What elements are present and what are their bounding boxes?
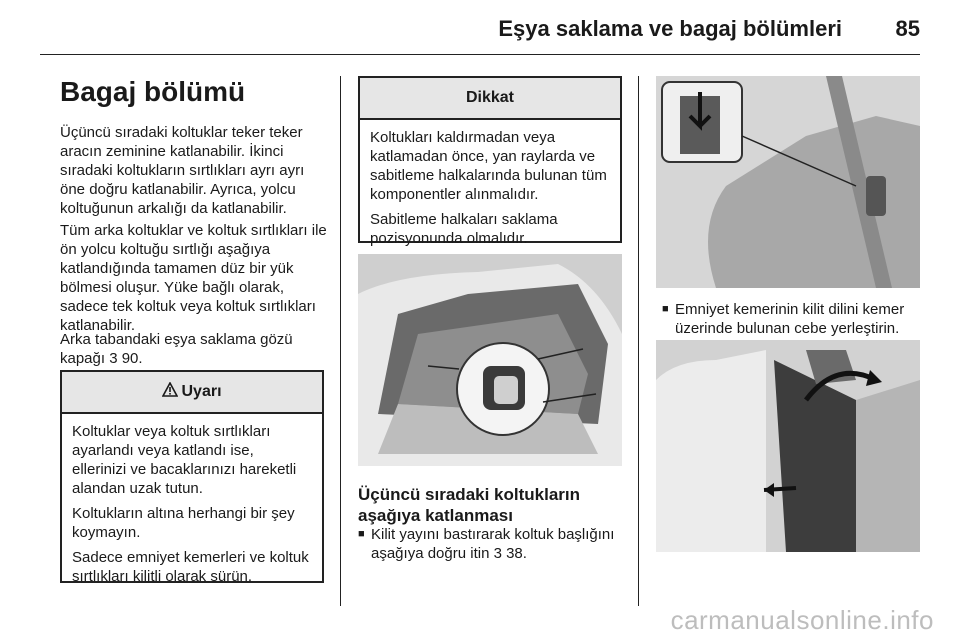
warning-text-1: Koltuklar veya koltuk sırtlıkları ayarlandı veya katlandı ise, ellerinizi ve bacaklarınızı hareketli alandan uzak tutun. <box>72 423 297 497</box>
warning-text-3: Sadece emniyet kemerleri ve koltuk sırtlıkları kilitli olarak sürün. <box>72 549 309 585</box>
trunk-rail-photo <box>358 254 622 466</box>
storage-ref-paragraph: Arka tabandaki eşya saklama gözü kapağı 3 90. <box>60 331 293 367</box>
section-title: Bagaj bölümü <box>60 76 246 107</box>
bullet-square-icon: ■ <box>662 303 669 315</box>
headrest-step <box>358 525 620 563</box>
warning-header <box>62 372 322 414</box>
page-number: 85 <box>895 16 920 41</box>
flat-load-paragraph: Tüm arka koltuklar ve koltuk sırtlıkları ile ön yolcu koltuğu sırtlığı aşağıya katlandığında tamamen düz bir yük bölmesi oluşur. Yüke bağlı olarak, sadece tek koltuk veya koltuk sırtlıkları katlanabilir. <box>60 222 327 334</box>
seat-fold-photo <box>656 340 920 552</box>
fold-third-row-heading: Üçüncü sıradaki koltukların aşağıya katlanması <box>358 485 581 525</box>
caution-box <box>358 76 622 247</box>
seatbelt-photo <box>656 76 920 288</box>
belt-tongue-step-text: Emniyet kemerinin kilit dilini kemer üzerinde bulunan cebe yerleştirin. <box>675 301 905 337</box>
headrest-step-text: Kilit yayını bastırarak koltuk başlığını aşağıya doğru itin 3 38. <box>371 526 615 562</box>
warning-triangle-icon <box>162 382 178 402</box>
warning-box <box>60 370 324 583</box>
warning-title: Uyarı <box>181 383 222 400</box>
bullet-square-icon: ■ <box>358 528 365 540</box>
caution-text-2: Sabitleme halkaları saklama pozisyonunda olmalıdır. <box>370 211 558 247</box>
belt-tongue-step <box>662 300 924 338</box>
column-divider-right <box>638 76 639 606</box>
column-divider-left <box>340 76 341 606</box>
header-divider <box>40 54 920 55</box>
watermark-text: carmanualsonline.info <box>670 605 934 635</box>
warning-text-2: Koltukların altına herhangi bir şey koymayın. <box>72 505 295 541</box>
caution-text-1: Koltukları kaldırmadan veya katlamadan önce, yan raylarda ve sabitleme halkalarında bulunan tüm komponentler alınmalıdır. <box>370 129 607 203</box>
running-header-title: Eşya saklama ve bagaj bölümleri <box>498 16 842 41</box>
caution-header: Dikkat <box>360 78 620 120</box>
intro-paragraph: Üçüncü sıradaki koltuklar teker teker aracın zeminine katlanabilir. İkinci sıradaki koltukların sırtlıkları ayrı ayrı öne doğru katlanabilir. Ayrıca, yolcu koltuğunun arkalığı da katlanabilir. <box>60 124 305 217</box>
